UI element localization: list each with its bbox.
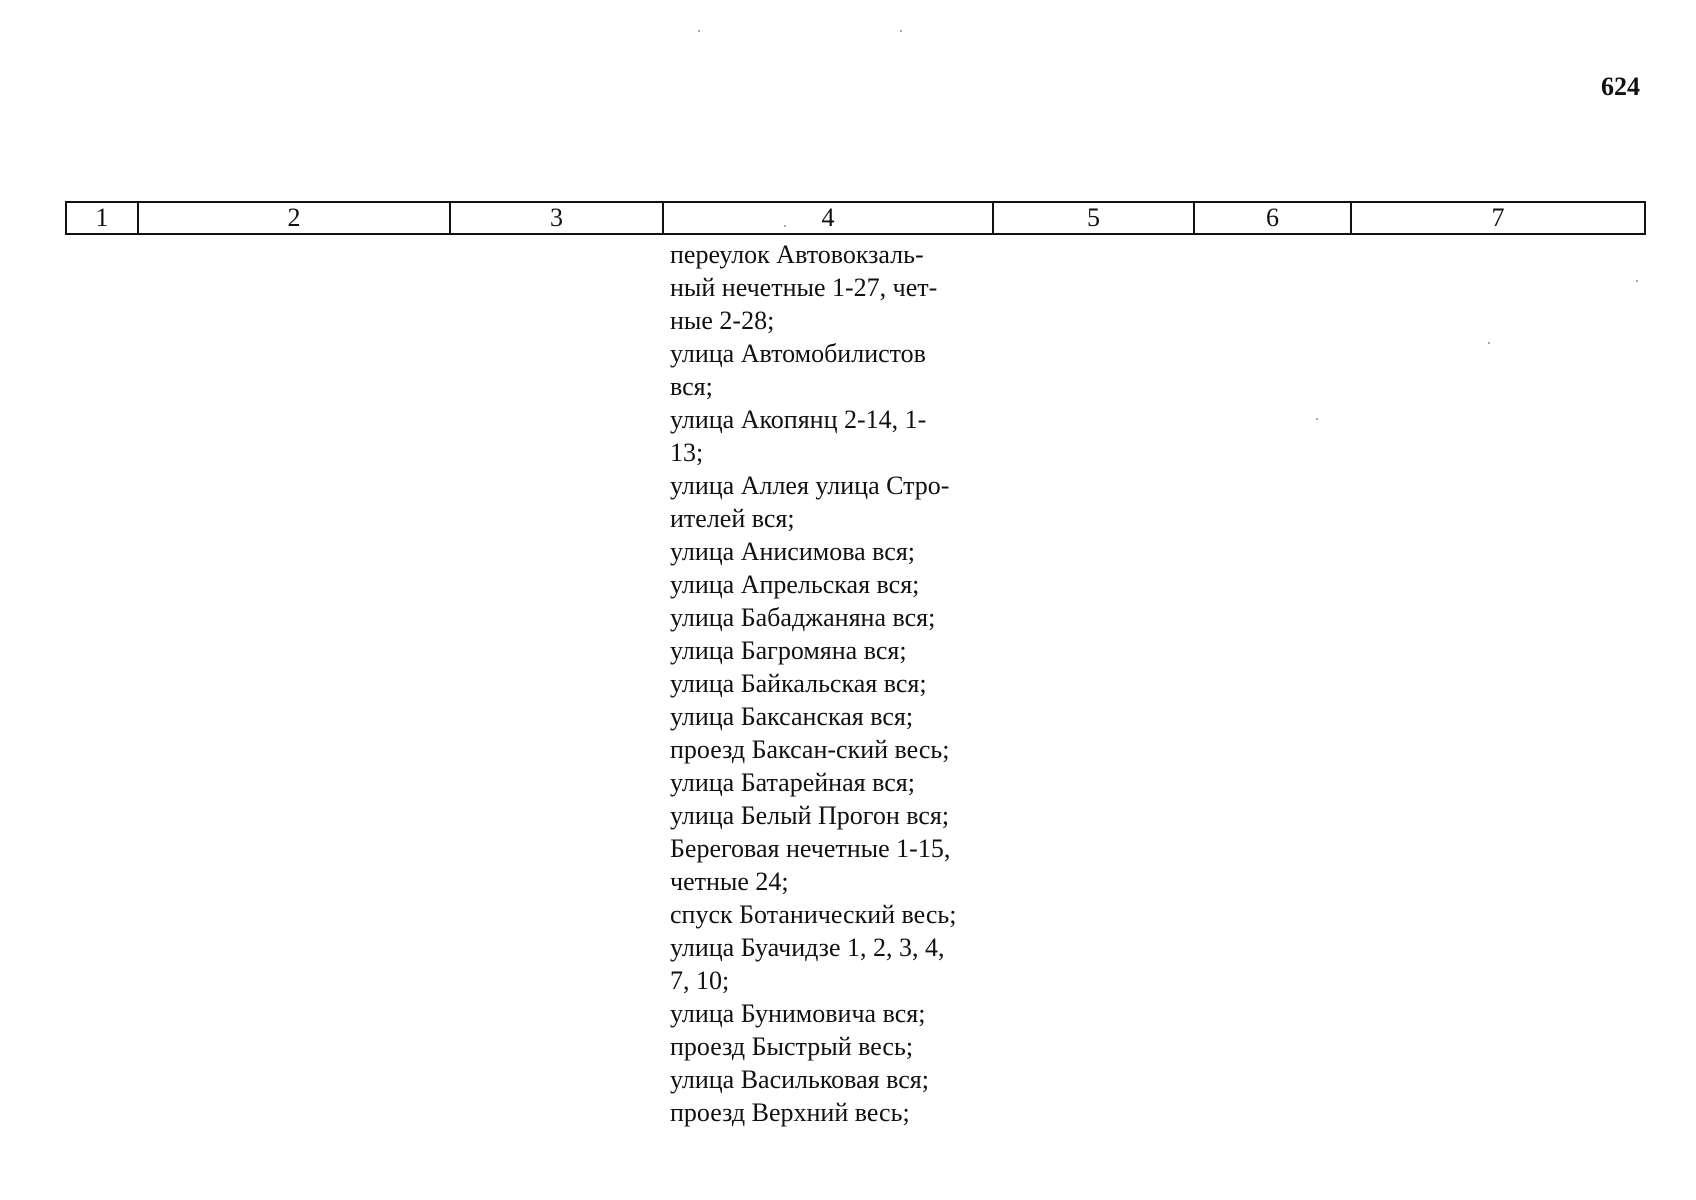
address-line: Береговая нечетные 1-15, [670, 834, 951, 863]
address-line: проезд Баксан-ский весь; [670, 735, 950, 764]
address-line: улица Бабаджаняна вся; [670, 603, 936, 632]
address-line: улица Аллея улица Стро- [670, 471, 950, 500]
header-cell-5: 5 [994, 203, 1195, 233]
address-line: четные 24; [670, 867, 789, 896]
address-line: проезд Быстрый весь; [670, 1032, 914, 1061]
address-line: улица Анисимова вся; [670, 537, 916, 566]
address-line: улица Байкальская вся; [670, 669, 927, 698]
address-line: вся; [670, 372, 713, 401]
header-cell-4: 4 [664, 203, 994, 233]
header-cell-7: 7 [1491, 203, 1505, 232]
address-line: улица Автомобилистов [670, 339, 926, 368]
address-line: улица Белый Прогон вся; [670, 801, 950, 830]
header-cell-1: 1 [67, 203, 139, 233]
scan-speck [784, 225, 786, 227]
address-line: 7, 10; [670, 966, 730, 995]
scan-speck [1636, 280, 1638, 282]
header-cell-6: 6 [1195, 203, 1352, 233]
address-line: улица Акопянц 2-14, 1- [670, 405, 927, 434]
address-line: спуск Ботанический весь; [670, 900, 957, 929]
address-line: улица Баксанская вся; [670, 702, 914, 731]
table-header-row [65, 201, 1646, 235]
address-line: 13; [670, 438, 704, 467]
address-line: улица Васильковая вся; [670, 1065, 929, 1094]
address-line: улица Апрельская вся; [670, 570, 920, 599]
scan-speck [1316, 418, 1318, 420]
address-line: ные 2-28; [670, 306, 775, 335]
page-number: 624 [1601, 72, 1640, 101]
scan-speck [698, 30, 700, 32]
address-line: улица Бунимовича вся; [670, 999, 926, 1028]
address-line: переулок Автовокзаль- [670, 240, 924, 269]
address-line: улица Багромяна вся; [670, 636, 907, 665]
scan-speck [900, 30, 902, 32]
address-line: проезд Верхний весь; [670, 1098, 910, 1127]
header-cell-3: 3 [451, 203, 664, 233]
address-line: ителей вся; [670, 504, 795, 533]
column-4-address-list [670, 238, 982, 1129]
address-line: ный нечетные 1-27, чет- [670, 273, 938, 302]
address-line: улица Батарейная вся; [670, 768, 915, 797]
header-cell-2: 2 [139, 203, 451, 233]
scan-speck [1488, 342, 1490, 344]
address-line: улица Буачидзе 1, 2, 3, 4, [670, 933, 945, 962]
